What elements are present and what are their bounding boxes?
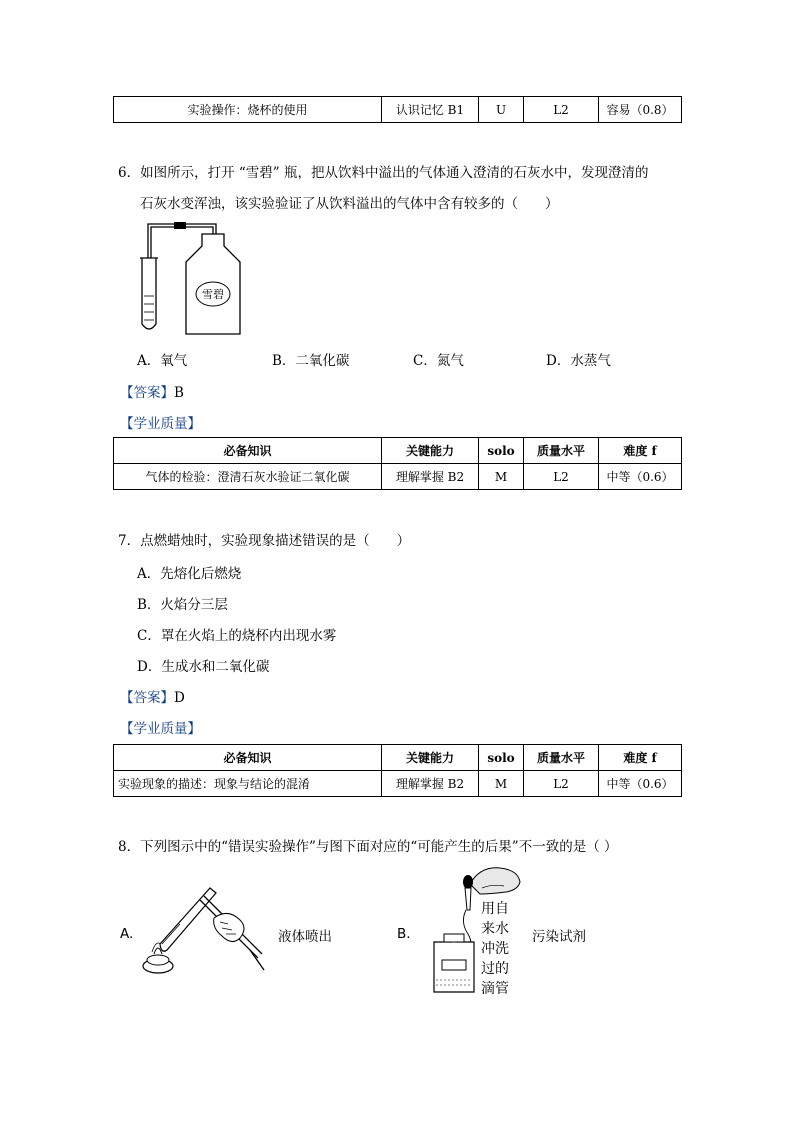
q7-quality-label: 【学业质量】 xyxy=(120,721,201,737)
q6-option-c[interactable]: C．氮气 xyxy=(413,353,464,369)
q8-option-b-dropper-bottle-figure xyxy=(430,862,525,997)
q6-option-b[interactable]: B．二氧化碳 xyxy=(272,353,350,369)
header-level: 质量水平 xyxy=(524,438,599,464)
q8-option-b-caption-line: 过的 xyxy=(481,961,509,977)
cell-ability: 理解掌握 B2 xyxy=(382,771,479,797)
header-solo: solo xyxy=(479,745,524,771)
q8-option-a-letter[interactable]: A. xyxy=(120,926,134,942)
q6-option-d[interactable]: D．水蒸气 xyxy=(546,353,611,369)
header-difficulty: 难度 f xyxy=(599,438,682,464)
q6-option-a[interactable]: A．氧气 xyxy=(137,353,188,369)
cell-solo: M xyxy=(479,771,524,797)
header-level: 质量水平 xyxy=(524,745,599,771)
q8-option-b-caption xyxy=(481,899,509,999)
cell-difficulty: 容易（0.8） xyxy=(599,97,682,123)
header-difficulty: 难度 f xyxy=(599,745,682,771)
cell-ability: 认识记忆 B1 xyxy=(382,97,479,123)
q8-option-a-text: 液体喷出 xyxy=(278,929,332,945)
q8-option-b-caption-line: 来水 xyxy=(481,921,509,937)
q8-option-b-caption-line: 冲洗 xyxy=(481,941,509,957)
q7-option-a[interactable]: A．先熔化后燃烧 xyxy=(137,566,242,582)
q6-quality-table xyxy=(113,437,682,490)
cell-level: L2 xyxy=(524,771,599,797)
q6-soda-bottle-figure xyxy=(132,216,244,338)
q7-option-c[interactable]: C．罩在火焰上的烧杯内出现水雾 xyxy=(137,628,337,644)
q6-stem-line1: 6．如图所示，打开 “雪碧” 瓶，把从饮料中溢出的气体通入澄清的石灰水中，发现澄清的 xyxy=(118,165,649,181)
cell-level: L2 xyxy=(524,464,599,490)
q8-option-b-text: 污染试剂 xyxy=(532,929,586,945)
cell-knowledge: 实验现象的描述：现象与结论的混淆 xyxy=(114,771,382,797)
cell-ability: 理解掌握 B2 xyxy=(382,464,479,490)
header-knowledge: 必备知识 xyxy=(114,438,382,464)
cell-difficulty: 中等（0.6） xyxy=(599,464,682,490)
q7-quality-table xyxy=(113,744,682,797)
q8-stem: 8．下列图示中的“错误实验操作”与图下面对应的“可能产生的后果”不一致的是（ ） xyxy=(118,839,618,855)
cell-knowledge: 实验操作：烧杯的使用 xyxy=(114,97,382,123)
q6-answer-value: B xyxy=(174,385,184,401)
q7-stem: 7．点燃蜡烛时，实验现象描述错误的是（ ） xyxy=(118,533,411,549)
q8-option-b-caption-line: 用自 xyxy=(481,901,509,917)
q7-option-d[interactable]: D．生成水和二氧化碳 xyxy=(137,659,270,675)
header-ability: 关键能力 xyxy=(382,745,479,771)
cell-knowledge: 气体的检验：澄清石灰水验证二氧化碳 xyxy=(114,464,382,490)
q6-answer xyxy=(120,381,184,401)
q7-option-b[interactable]: B．火焰分三层 xyxy=(137,597,228,613)
q6-stem-line2: 石灰水变浑浊，该实验验证了从饮料溢出的气体中含有较多的（ ） xyxy=(140,196,559,212)
header-solo: solo xyxy=(479,438,524,464)
cell-solo: M xyxy=(479,464,524,490)
q7-answer-label: 【答案】 xyxy=(120,690,174,706)
q8-option-b-caption-line: 滴管 xyxy=(481,981,509,997)
q7-answer-value: D xyxy=(174,690,185,706)
q7-answer xyxy=(120,686,185,706)
cell-level: L2 xyxy=(524,97,599,123)
q8-option-b-letter[interactable]: B. xyxy=(397,926,411,942)
q6-figure-label: 雪碧 xyxy=(202,288,224,301)
q6-answer-label: 【答案】 xyxy=(120,385,174,401)
top-quality-table xyxy=(113,96,682,123)
header-knowledge: 必备知识 xyxy=(114,745,382,771)
q6-quality-label: 【学业质量】 xyxy=(120,416,201,432)
q8-option-a-heating-tube-figure xyxy=(140,878,270,978)
cell-difficulty: 中等（0.6） xyxy=(599,771,682,797)
header-ability: 关键能力 xyxy=(382,438,479,464)
cell-solo: U xyxy=(479,97,524,123)
